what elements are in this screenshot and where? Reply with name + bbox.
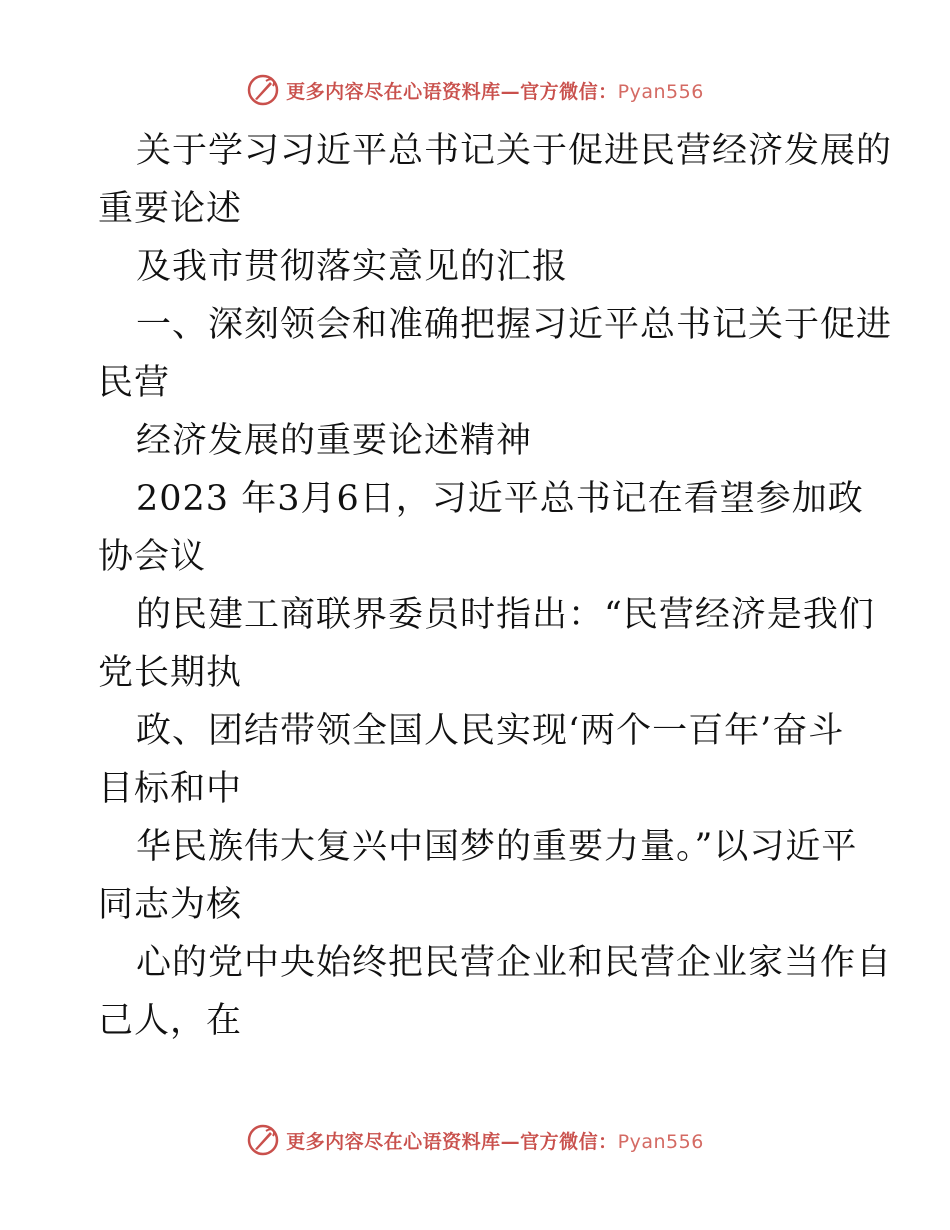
document-line: 及我市贯彻落实意见的汇报 <box>136 247 569 287</box>
quill-seal-icon <box>246 1123 280 1157</box>
watermark-wechat-id: Pyan556 <box>617 80 704 103</box>
document-line: 己人，在 <box>98 1001 243 1041</box>
quill-seal-icon <box>246 73 280 107</box>
footer-watermark <box>0 1120 950 1160</box>
watermark-text: 更多内容尽在心语资料库—官方微信：Pyan556 <box>286 80 704 103</box>
document-line: 党长期执 <box>98 653 243 693</box>
document-line: 经济发展的重要论述精神 <box>136 421 533 461</box>
document-line: 政、团结带领全国人民实现‘两个一百年’奋斗 <box>136 711 845 751</box>
header-watermark <box>0 70 950 110</box>
document-line: 心的党中央始终把民营企业和民营企业家当作自 <box>136 943 893 983</box>
document-body <box>98 122 893 1050</box>
document-line: 华民族伟大复兴中国梦的重要力量。”以习近平 <box>136 827 858 867</box>
document-line: 重要论述 <box>98 189 243 229</box>
document-line: 的民建工商联界委员时指出：“民营经济是我们 <box>136 595 875 635</box>
document-line: 关于学习习近平总书记关于促进民营经济发展的 <box>136 131 893 171</box>
document-line: 目标和中 <box>98 769 243 809</box>
watermark-text: 更多内容尽在心语资料库—官方微信：Pyan556 <box>286 1130 704 1153</box>
document-line: 一、深刻领会和准确把握习近平总书记关于促进 <box>136 305 893 345</box>
document-line: 协会议 <box>98 537 207 577</box>
document-line: 同志为核 <box>98 885 243 925</box>
watermark-wechat-id: Pyan556 <box>617 1130 704 1153</box>
document-line: 民营 <box>98 363 171 403</box>
document-line: 2023 年3月6日，习近平总书记在看望参加政 <box>136 479 864 519</box>
